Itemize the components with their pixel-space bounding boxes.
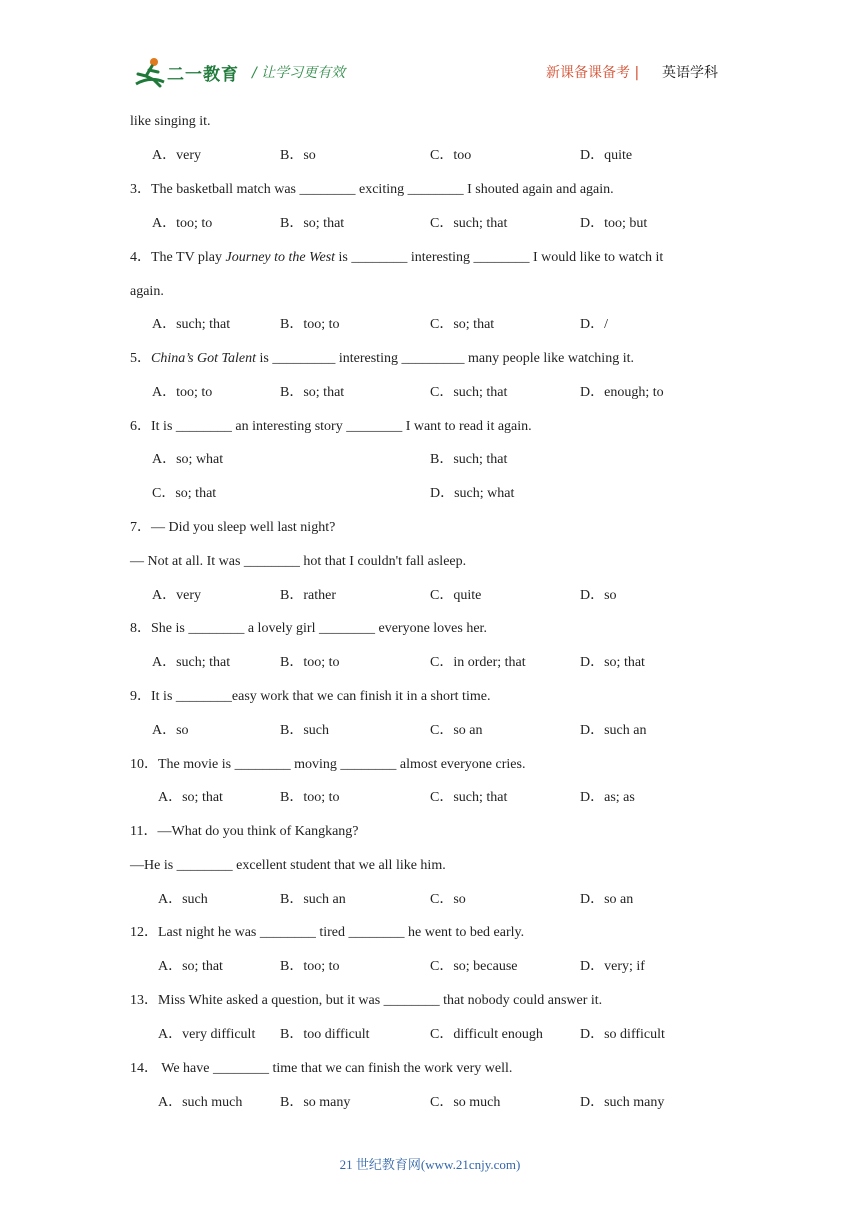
option-c: C．so (430, 892, 466, 907)
option-a: A．so; what (152, 452, 224, 467)
question-14: 14． We have ________ time that we can finish the work very well. (130, 1061, 513, 1076)
option-a: A．too; to (152, 216, 213, 231)
option-b: B．too; to (280, 655, 340, 670)
question-11-reply: —He is ________ excellent student that we all like him. (130, 858, 446, 873)
option-a: A．so (152, 723, 189, 738)
question-8: 8．She is ________ a lovely girl ________ everyone loves her. (130, 621, 487, 636)
page-header (0, 0, 860, 100)
option-c: C．too (430, 148, 472, 163)
option-b: B．such (280, 723, 329, 738)
option-d: D．so (580, 588, 617, 603)
option-d: D．quite (580, 148, 633, 163)
option-b: B．so (280, 148, 316, 163)
question-12: 12．Last night he was ________ tired ________ he went to bed early. (130, 925, 525, 940)
option-d: D．as; as (580, 790, 635, 805)
option-a: A．such; that (152, 655, 231, 670)
option-b: B．too difficult (280, 1027, 370, 1042)
option-d: D．so; that (580, 655, 645, 670)
option-a: A．very (152, 148, 201, 163)
option-b: B．too; to (280, 959, 340, 974)
logo-text: 二一教育 (167, 65, 239, 85)
option-b: B．such an (280, 892, 346, 907)
question-9: 9．It is ________easy work that we can finish it in a short time. (130, 689, 491, 704)
option-b: B．so many (280, 1095, 351, 1110)
option-d: D．too; but (580, 216, 648, 231)
option-a: A．such much (158, 1095, 243, 1110)
option-a: A．very (152, 588, 201, 603)
option-c: C．such; that (430, 216, 508, 231)
option-c: C．so an (430, 723, 483, 738)
question-10: 10．The movie is ________ moving ________ almost everyone cries. (130, 757, 526, 772)
question-7: 7．— Did you sleep well last night? (130, 520, 336, 535)
option-b: B．such; that (430, 452, 508, 467)
option-a: A．too; to (152, 385, 213, 400)
option-d: D．such; what (430, 486, 515, 501)
option-c: C．so; that (152, 486, 217, 501)
option-b: B．too; to (280, 317, 340, 332)
page-footer: 21 世纪教育网(www.21cnjy.com) (339, 1157, 521, 1172)
option-c: C．in order; that (430, 655, 526, 670)
question-5: 5．China’s Got Talent is _________ interesting _________ many people like watching it. (130, 351, 634, 366)
option-c: C．quite (430, 588, 482, 603)
option-c: C．such; that (430, 790, 508, 805)
option-b: B．too; to (280, 790, 340, 805)
question-6: 6．It is ________ an interesting story ________ I want to read it again. (130, 419, 532, 434)
question-11: 11．—What do you think of Kangkang? (130, 824, 359, 839)
option-c: C．such; that (430, 385, 508, 400)
question-7-reply: — Not at all. It was ________ hot that I couldn't fall asleep. (130, 554, 467, 569)
question-line: like singing it. (130, 114, 211, 129)
header-slogan: / 让学习更有效 (252, 65, 346, 81)
option-d: D．/ (580, 317, 608, 332)
option-b: B．so; that (280, 385, 345, 400)
header-subject: 英语学科 (662, 65, 718, 81)
option-d: D．so an (580, 892, 634, 907)
option-d: D．enough; to (580, 385, 664, 400)
option-b: B．so; that (280, 216, 345, 231)
header-tagline: 新课备课备考 | (546, 65, 640, 81)
question-3: 3．The basketball match was ________ exciting ________ I shouted again and again. (130, 182, 614, 197)
option-d: D．very; if (580, 959, 645, 974)
option-c: C．difficult enough (430, 1027, 543, 1042)
option-d: D．such many (580, 1095, 665, 1110)
option-d: D．so difficult (580, 1027, 665, 1042)
option-a: A．such (158, 892, 208, 907)
option-a: A．very difficult (158, 1027, 256, 1042)
option-c: C．so; that (430, 317, 495, 332)
option-d: D．such an (580, 723, 647, 738)
option-c: C．so; because (430, 959, 518, 974)
option-a: A．so; that (158, 959, 223, 974)
question-4: 4．The TV play Journey to the West is ________ interesting ________ I would like to watch it (130, 250, 664, 265)
option-c: C．so much (430, 1095, 501, 1110)
option-b: B．rather (280, 588, 336, 603)
option-a: A．such; that (152, 317, 231, 332)
question-13: 13．Miss White asked a question, but it was ________ that nobody could answer it. (130, 993, 603, 1008)
option-a: A．so; that (158, 790, 223, 805)
question-4-continued: again. (130, 284, 164, 299)
